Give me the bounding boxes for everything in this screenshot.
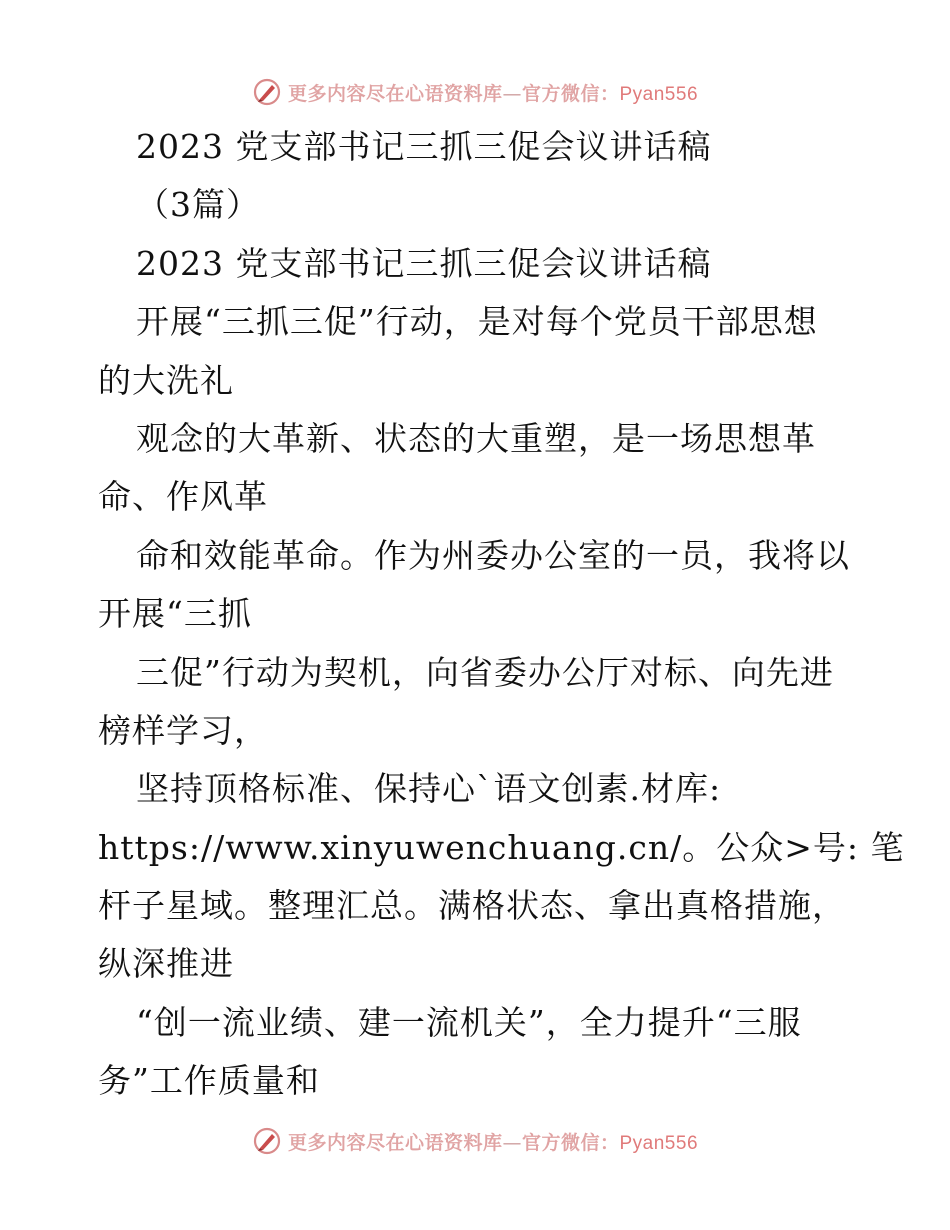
text-line: 命、作风革	[98, 477, 268, 517]
text-line: 榜样学习，	[98, 710, 268, 750]
text-line: https://www.xinyuwenchuang.cn/。公众>号: 笔	[98, 827, 905, 867]
text-line: 开展“三抓	[98, 594, 252, 634]
text-line: 观念的大革新、状态的大重塑，是一场思想革	[136, 418, 816, 458]
text-line: （3篇）	[136, 185, 260, 225]
text-line: 坚持顶格标准、保持心`语文创素.材库:	[136, 769, 722, 809]
text-line: 开展“三抓三促”行动，是对每个党员干部思想	[136, 302, 818, 342]
watermark-text: 更多内容尽在心语资料库—官方微信：Pyan556	[287, 1131, 699, 1154]
pen-logo-icon	[252, 77, 282, 107]
footer-watermark	[0, 1121, 950, 1161]
text-line: 纵深推进	[98, 944, 234, 984]
text-line: 命和效能革命。作为州委办公室的一员，我将以	[136, 535, 850, 575]
header-watermark	[0, 72, 950, 112]
text-line: 杆子星域。整理汇总。满格状态、拿出真格措施，	[98, 886, 846, 926]
text-line: 2023 党支部书记三抓三促会议讲话稿	[136, 127, 712, 166]
text-line: 的大洗礼	[98, 360, 234, 400]
watermark-text: 更多内容尽在心语资料库—官方微信：Pyan556	[287, 82, 699, 105]
pen-logo-icon	[252, 1126, 282, 1156]
document-body	[98, 118, 905, 1111]
text-line: 三促”行动为契机，向省委办公厅对标、向先进	[136, 652, 834, 692]
text-line: 2023 党支部书记三抓三促会议讲话稿	[136, 243, 712, 283]
text-line: 务”工作质量和	[98, 1061, 320, 1101]
text-line: “创一流业绩、建一流机关”，全力提升“三服	[136, 1002, 802, 1042]
